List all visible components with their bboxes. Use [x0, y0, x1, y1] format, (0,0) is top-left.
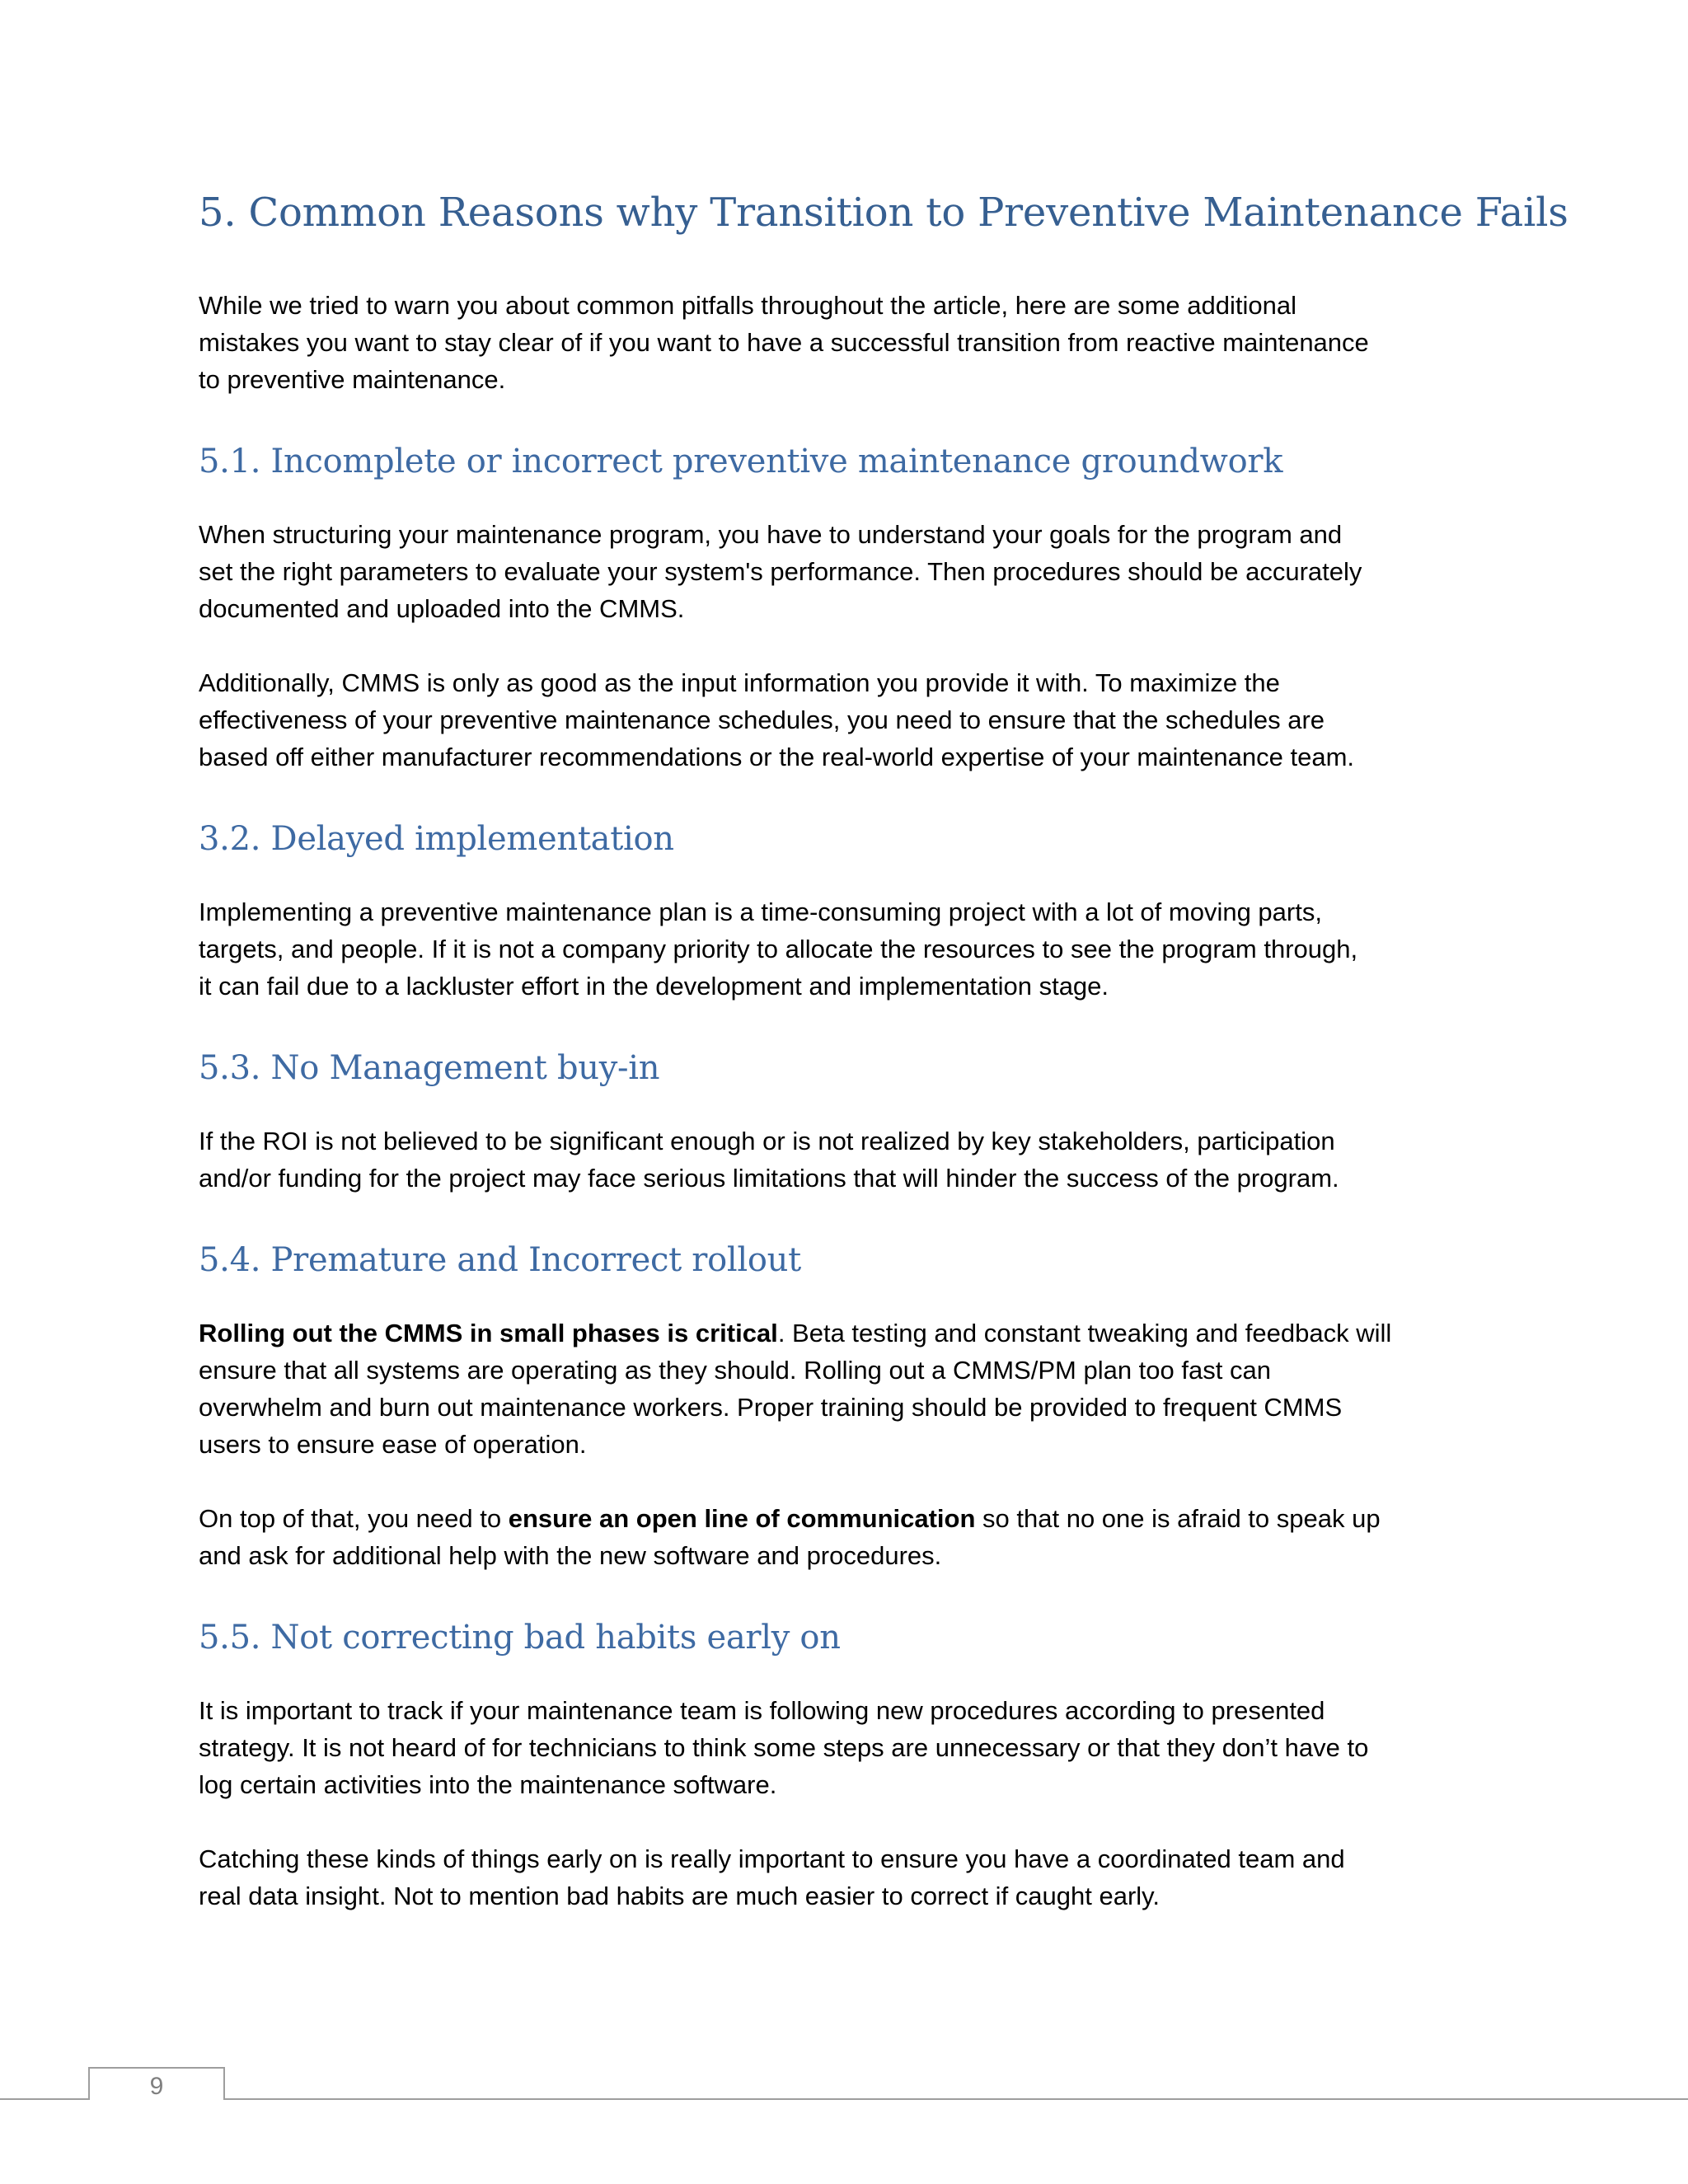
text-line: and/or funding for the project may face serious limitations that will hinder the success of the program.	[199, 1164, 1339, 1193]
text-line: ensure that all systems are operating as they should. Rolling out a CMMS/PM plan too fast can	[199, 1356, 1271, 1385]
bold-emphasis: Rolling out the CMMS in small phases is critical	[199, 1319, 778, 1347]
text-line: set the right parameters to evaluate your system's performance. Then procedures should be accurately	[199, 557, 1362, 586]
text-fragment: . Beta testing and constant tweaking and feedback will	[777, 1319, 1392, 1347]
bold-emphasis: ensure an open line of communication	[508, 1504, 976, 1533]
section-5-1-paragraph-1	[199, 516, 1501, 627]
text-line: Additionally, CMMS is only as good as the input information you provide it with. To maximize the	[199, 668, 1280, 697]
text-line: When structuring your maintenance program, you have to understand your goals for the program and	[199, 520, 1343, 549]
text-line: users to ensure ease of operation.	[199, 1430, 587, 1459]
text-line: log certain activities into the maintenance software.	[199, 1770, 777, 1799]
section-5-4-paragraph-1	[199, 1315, 1501, 1463]
text-line: Implementing a preventive maintenance plan is a time-consuming project with a lot of moving parts,	[199, 898, 1322, 926]
footer-rule	[0, 2098, 1688, 2100]
section-5-1-paragraph-2	[199, 664, 1501, 776]
text-line: documented and uploaded into the CMMS.	[199, 594, 685, 623]
text-line: it can fail due to a lackluster effort in the development and implementation stage.	[199, 972, 1109, 1001]
text-line: overwhelm and burn out maintenance workers. Proper training should be provided to frequent CMMS	[199, 1393, 1343, 1422]
page-number: 9	[88, 2067, 225, 2100]
text-line: to preventive maintenance.	[199, 365, 506, 394]
section-5-5-paragraph-1	[199, 1692, 1501, 1803]
text-line: If the ROI is not believed to be significant enough or is not realized by key stakeholders, participation	[199, 1127, 1335, 1155]
section-heading-3-2: 3.2. Delayed implementation	[199, 820, 674, 858]
text-line: real data insight. Not to mention bad habits are much easier to correct if caught early.	[199, 1882, 1160, 1910]
text-fragment: so that no one is afraid to speak up	[975, 1504, 1381, 1533]
text-line: Catching these kinds of things early on is really important to ensure you have a coordinated team and	[199, 1844, 1345, 1873]
section-5-4-paragraph-2	[199, 1500, 1501, 1574]
page-title: 5. Common Reasons why Transition to Preventive Maintenance Fails	[199, 190, 1568, 236]
intro-paragraph	[199, 287, 1501, 398]
section-heading-5-3: 5.3. No Management buy-in	[199, 1049, 660, 1087]
text-line	[199, 1315, 1501, 1352]
text-fragment: On top of that, you need to	[199, 1504, 509, 1533]
document-page	[199, 190, 1568, 1952]
section-5-3-paragraph	[199, 1122, 1501, 1197]
section-5-5-paragraph-2	[199, 1840, 1501, 1915]
text-line: strategy. It is not heard of for technicians to think some steps are unnecessary or that they don’t have to	[199, 1733, 1369, 1762]
section-heading-5-1: 5.1. Incomplete or incorrect preventive maintenance groundwork	[199, 443, 1283, 480]
text-line: targets, and people. If it is not a company priority to allocate the resources to see the program through,	[199, 935, 1358, 963]
text-line: mistakes you want to stay clear of if you want to have a successful transition from reactive maintenance	[199, 328, 1369, 357]
text-line	[199, 1500, 1501, 1537]
text-line: based off either manufacturer recommendations or the real-world expertise of your maintenance team.	[199, 743, 1355, 771]
text-line: and ask for additional help with the new software and procedures.	[199, 1541, 942, 1570]
text-line: It is important to track if your maintenance team is following new procedures according to presented	[199, 1696, 1325, 1725]
text-line: effectiveness of your preventive maintenance schedules, you need to ensure that the schedules are	[199, 705, 1325, 734]
text-line: While we tried to warn you about common pitfalls throughout the article, here are some additional	[199, 291, 1296, 320]
section-heading-5-5: 5.5. Not correcting bad habits early on	[199, 1619, 841, 1657]
section-heading-5-4: 5.4. Premature and Incorrect rollout	[199, 1241, 801, 1279]
section-3-2-paragraph	[199, 893, 1501, 1005]
